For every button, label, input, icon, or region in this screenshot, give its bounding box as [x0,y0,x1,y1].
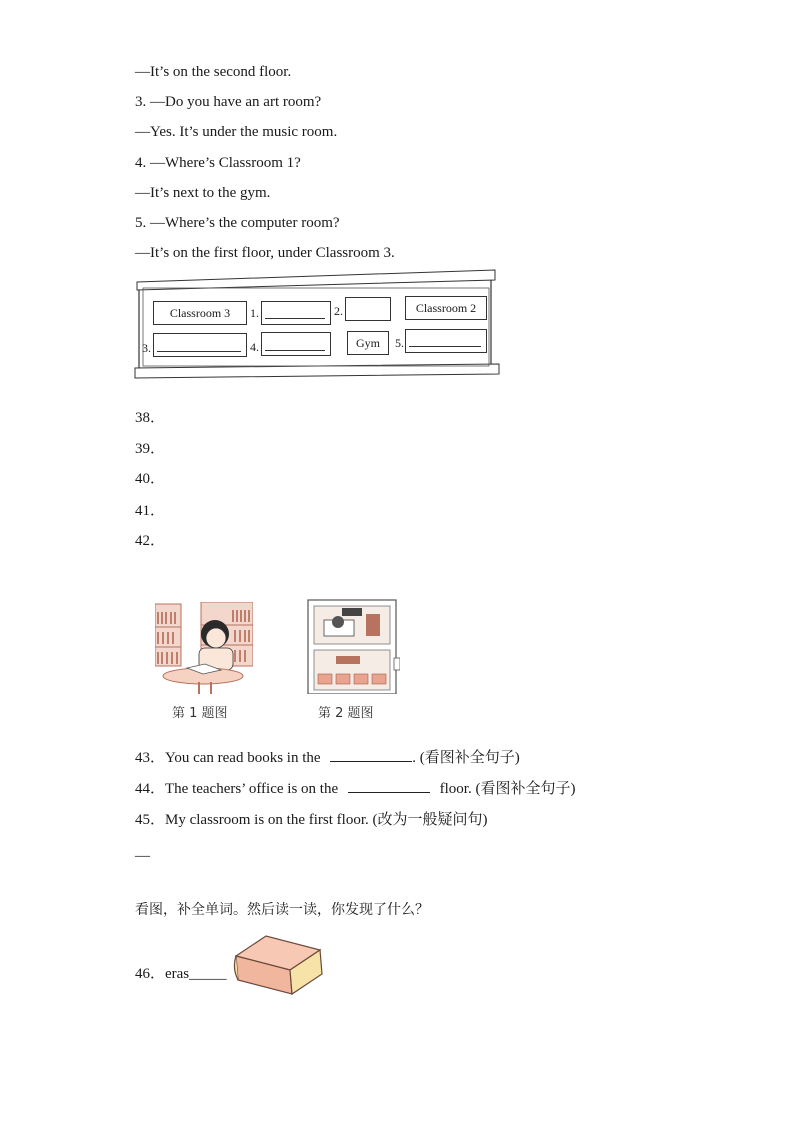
answer-42: 42． [135,533,166,549]
building-outline [133,268,501,383]
room-classroom-3: Classroom 3 [153,301,247,325]
question-45: 45．My classroom is on the first floor. (改为一般疑问句) [135,812,488,828]
dialog-line-4: 4. —Where’s Classroom 1? [135,155,301,171]
blank-number-3: 3. [142,341,151,355]
question-46 [135,964,227,984]
answer-line-5 [409,346,481,347]
blank-number-5: 5. [395,336,404,350]
question-43-text: 43．You can read books in the [135,750,325,766]
dialog-line-2: 3. —Do you have an art room? [135,94,322,110]
caption-picture-2: 第 2 题图 [318,706,374,721]
question-44-blank[interactable] [348,778,430,793]
dialog-line-6: 5. —Where’s the computer room? [135,215,340,231]
question-43-hint: . (看图补全句子) [412,750,520,766]
dialog-line-3: —Yes. It’s under the music room. [135,124,338,140]
blank-number-1: 1. [250,306,259,320]
dialog-line-5: —It’s next to the gym. [135,185,271,201]
room-blank-2 [345,297,391,321]
room-classroom-2: Classroom 2 [405,296,487,320]
question-44-hint: floor. (看图补全句子) [435,781,576,797]
answer-38: 38． [135,410,166,426]
blank-number-4: 4. [250,340,259,354]
room-blank-5 [405,329,487,353]
blank-number-2: 2. [334,304,343,318]
building-floors-illustration [306,598,400,694]
school-building-diagram [133,268,501,383]
question-45-answer-dash: — [135,848,150,864]
room-blank-3 [153,333,247,357]
question-46-blank[interactable]: _____ [189,966,227,982]
answer-41: 41． [135,503,166,519]
question-43 [135,747,520,768]
question-46-word: 46．eras [135,966,190,982]
answer-line-3 [157,351,241,352]
dialog-line-1: —It’s on the second floor. [135,64,292,80]
caption-picture-1: 第 1 题图 [172,706,228,721]
question-43-blank[interactable] [330,747,412,762]
dialog-line-7: —It’s on the first floor, under Classroom 3. [135,245,395,261]
answer-39: 39． [135,441,166,457]
question-44-text: 44．The teachers’ office is on the [135,781,342,797]
question-44 [135,778,575,799]
eraser-illustration [232,932,324,1000]
library-reading-illustration [155,602,253,694]
section-instruction: 看图，补全单词。然后读一读，你发现了什么？ [135,902,429,918]
room-blank-1 [261,301,331,325]
room-gym: Gym [347,331,389,355]
room-blank-4 [261,332,331,356]
answer-line-4 [265,350,325,351]
answer-line-1 [265,318,325,319]
answer-40: 40． [135,471,166,487]
